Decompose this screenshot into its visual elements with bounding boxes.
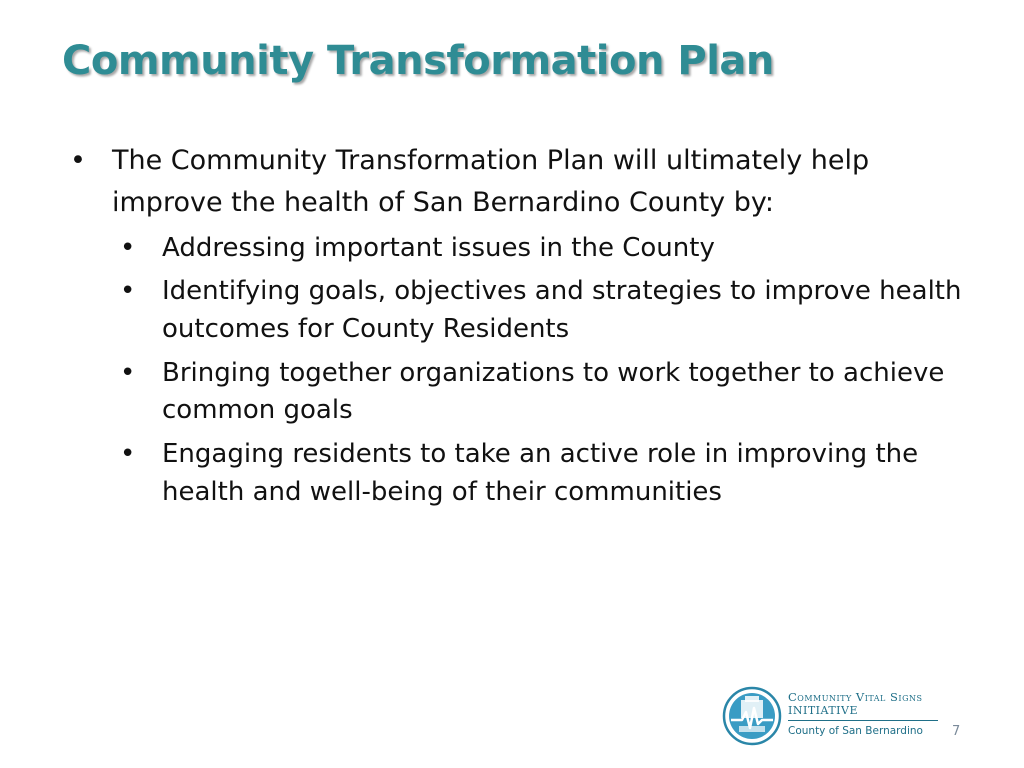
main-bullet-text: The Community Transformation Plan will ultimately help improve the health of San Bernardino County by: xyxy=(112,145,870,218)
community-vital-signs-logo xyxy=(722,686,942,748)
heartbeat-seal-icon xyxy=(722,686,782,746)
sub-bullet-engaging xyxy=(120,436,962,511)
bullet-dot: • xyxy=(120,232,136,263)
sub-bullet-addressing xyxy=(120,230,962,268)
bullet-dot: • xyxy=(120,439,136,470)
bullet-dot: • xyxy=(70,145,86,176)
slide-title: Community Transformation Plan xyxy=(62,38,774,84)
sub-bullet-text: Engaging residents to take an active role in improving the health and well-being of their communities xyxy=(162,439,919,507)
logo-county-line: County of San Bernardino xyxy=(788,725,923,737)
bullet-dot: • xyxy=(120,357,136,388)
main-bullet xyxy=(70,140,952,224)
sub-bullet-text: Bringing together organizations to work together to achieve common goals xyxy=(162,357,945,426)
page-number: 7 xyxy=(952,724,961,739)
sub-bullet-text: Addressing important issues in the County xyxy=(162,232,715,263)
logo-subtitle-line: INITIATIVE xyxy=(788,704,858,717)
slide-content xyxy=(70,140,970,512)
sub-bullet-bringing xyxy=(120,355,962,430)
bullet-dot: • xyxy=(120,276,136,307)
sub-bullet-identifying xyxy=(120,273,962,348)
logo-title-line: Community Vital Signs xyxy=(788,690,923,704)
logo-divider xyxy=(788,720,938,721)
sub-bullet-text: Identifying goals, objectives and strategies to improve health outcomes for County Residents xyxy=(162,276,962,345)
